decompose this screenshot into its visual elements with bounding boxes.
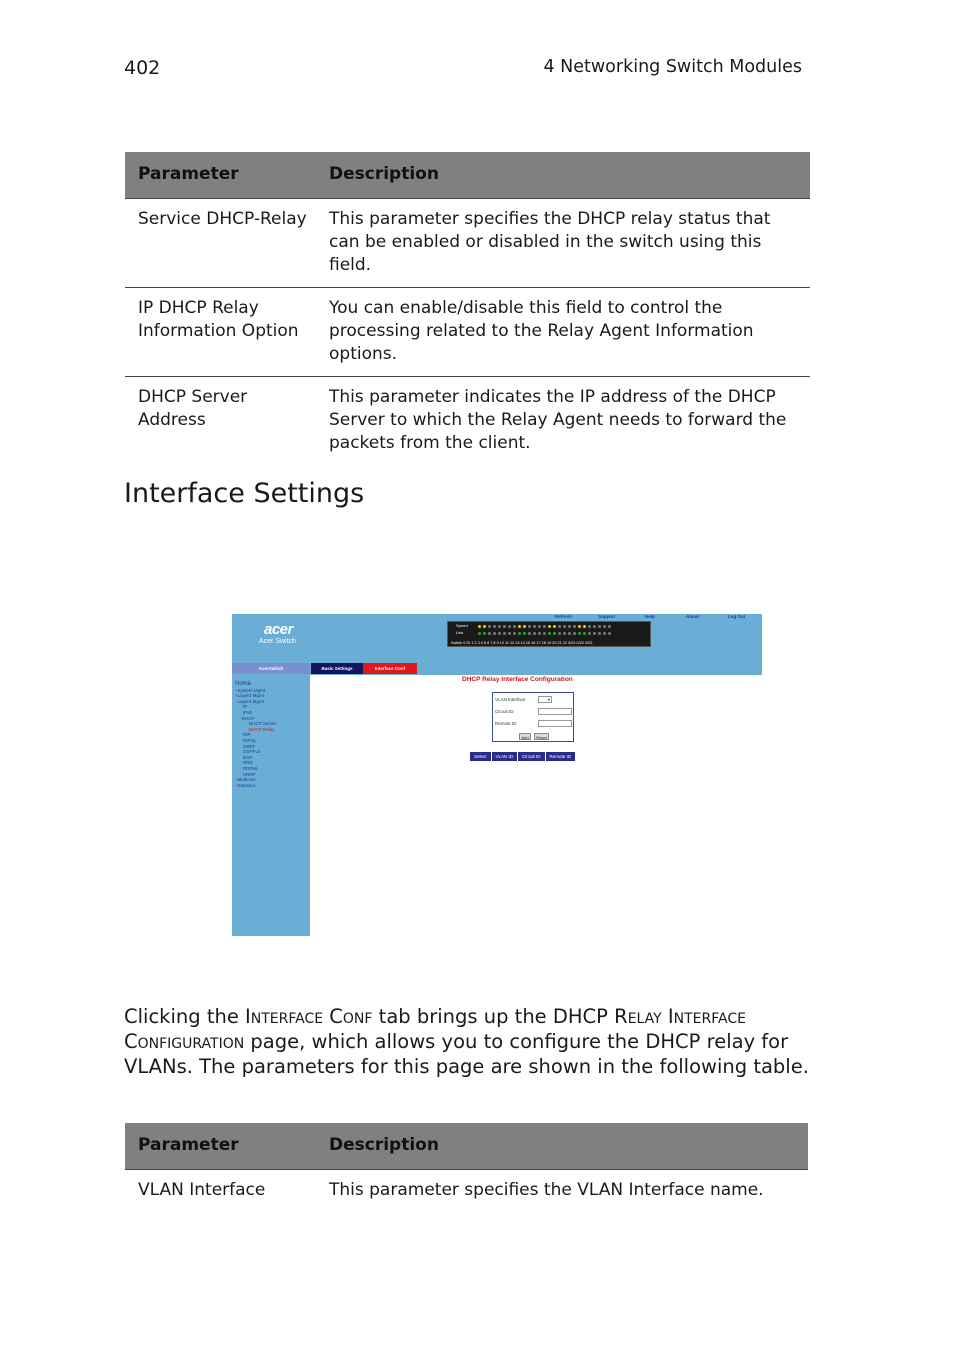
tree-item-dhcp-server[interactable]: DHCP Server xyxy=(249,721,277,727)
logo-subtitle: Acer Switch xyxy=(259,638,296,645)
circuit-id-label: Circuit ID xyxy=(495,709,514,714)
tree-item-ospf[interactable]: OSPF xyxy=(243,743,256,749)
nav-logout-link[interactable]: Log Out xyxy=(728,614,746,619)
table-row xyxy=(125,376,810,465)
link-led-row xyxy=(478,632,611,635)
list-col-select: Select xyxy=(470,752,492,761)
speed-label: Speed xyxy=(456,623,468,628)
column-header-description: Description xyxy=(316,1123,808,1169)
tree-item-system-mgmt[interactable]: +System Mgmt xyxy=(235,687,266,693)
list-col-remote-id: Remote ID xyxy=(546,752,577,761)
body-paragraph: Clicking the Interface Conf tab brings up the DHCP Relay Interface Configuration page, which allows you to configure the DHCP relay for VLANs. The parameters for this page are shown in the following table. xyxy=(124,1005,809,1078)
speed-led-row xyxy=(478,625,611,628)
param-cell: Service DHCP-Relay xyxy=(125,198,316,287)
list-col-circuit-id: Circuit ID xyxy=(518,752,546,761)
list-col-vlan-id: VLAN ID xyxy=(492,752,519,761)
tree-item-dhcp-relay[interactable]: DHCP Relay xyxy=(249,726,275,732)
port-status-panel xyxy=(447,621,651,647)
sidebar-tab-acerswitch[interactable]: AcerSwitch xyxy=(232,663,310,674)
tree-item-ip[interactable]: IP xyxy=(243,704,248,710)
port-number-row: Switch 0 Gi 1 2 3 4 5 6 7 8 9 10 11 12 13 14 15 16 17 18 19 20 21 22 0/21 0/22 0/23 xyxy=(451,641,593,645)
param-cell: VLAN Interface xyxy=(138,1179,266,1200)
vlan-interface-select[interactable]: ▾ xyxy=(538,696,552,703)
tree-item-ripng[interactable]: RIPng xyxy=(243,737,256,743)
nav-about-link[interactable]: About xyxy=(686,614,699,619)
relay-list-header xyxy=(470,752,576,761)
add-button[interactable]: Add xyxy=(519,733,531,740)
section-heading: Interface Settings xyxy=(124,478,365,509)
column-header-parameter: Parameter xyxy=(125,1123,316,1169)
navigation-sidebar xyxy=(232,663,310,936)
tree-item-ospfv3[interactable]: OSPFv3 xyxy=(243,749,261,755)
nav-support-link[interactable]: Support xyxy=(598,614,616,619)
circuit-id-input[interactable] xyxy=(538,708,572,715)
running-head: 4 Networking Switch Modules xyxy=(543,57,802,77)
tree-item-home[interactable]: Home xyxy=(235,681,252,687)
tree-item-dhcp[interactable]: −DHCP xyxy=(239,715,255,721)
link-label: Link xyxy=(456,630,464,635)
vlan-interface-label: VLAN Interface xyxy=(495,697,526,702)
tab-basic-settings[interactable]: Basic Settings xyxy=(311,663,363,674)
tree-item-statistics[interactable]: +Statistics xyxy=(235,782,256,788)
relay-interface-form xyxy=(492,692,574,742)
remote-id-input[interactable] xyxy=(538,720,572,727)
navigation-tree xyxy=(235,682,276,788)
table-row xyxy=(125,1169,808,1212)
parameter-table-vlan-interface xyxy=(125,1123,808,1212)
column-header-description: Description xyxy=(316,152,810,198)
tree-item-multicast[interactable]: +Multicast xyxy=(235,777,256,783)
desc-cell: You can enable/disable this field to control the processing related to the Relay Agent Information options. xyxy=(316,287,810,376)
ui-term-interface-conf: Interface Conf xyxy=(245,1005,373,1028)
interface-settings-screenshot xyxy=(232,614,762,936)
tree-item-layer2-mgmt[interactable]: +Layer2 Mgmt xyxy=(235,693,264,699)
tree-item-ipv6[interactable]: IPv6 xyxy=(243,709,253,715)
tree-item-vrrp[interactable]: VRRP xyxy=(243,771,256,777)
tree-item-rip[interactable]: RIP xyxy=(243,732,251,738)
tree-item-layer3-mgmt[interactable]: −Layer3 Mgmt xyxy=(235,698,264,704)
tree-item-rrd[interactable]: RRD xyxy=(243,760,253,766)
nav-help-link[interactable]: Help xyxy=(645,614,655,619)
reset-button[interactable]: Reset xyxy=(534,733,549,740)
nav-refresh-link[interactable]: Refresh xyxy=(555,614,572,619)
desc-cell: This parameter specifies the DHCP relay status that can be enabled or disabled in the switch using this field. xyxy=(316,198,810,287)
ui-term-relay-interface-configuration: Relay Interface Configuration xyxy=(124,1005,746,1053)
tree-item-rrdv6[interactable]: RRDv6 xyxy=(243,765,258,771)
acer-logo: acer xyxy=(264,621,293,638)
tree-item-bgp[interactable]: BGP xyxy=(243,754,253,760)
table-row xyxy=(125,198,810,287)
param-cell: DHCP Server Address xyxy=(138,386,248,430)
tab-interface-conf[interactable]: Interface Conf xyxy=(363,663,417,674)
desc-cell: This parameter indicates the IP address of the DHCP Server to which the Relay Agent needs to forward the packets from the client. xyxy=(329,386,787,453)
config-page-title: DHCP Relay Interface Configuration xyxy=(462,676,573,683)
table-row xyxy=(125,287,810,376)
page-number: 402 xyxy=(124,57,161,79)
remote-id-label: Remote ID xyxy=(495,721,517,726)
column-header-parameter: Parameter xyxy=(125,152,316,198)
param-cell: IP DHCP Relay Information Option xyxy=(125,287,316,376)
parameter-table-dhcp-relay xyxy=(125,152,810,465)
desc-cell: This parameter specifies the VLAN Interface name. xyxy=(329,1179,764,1200)
